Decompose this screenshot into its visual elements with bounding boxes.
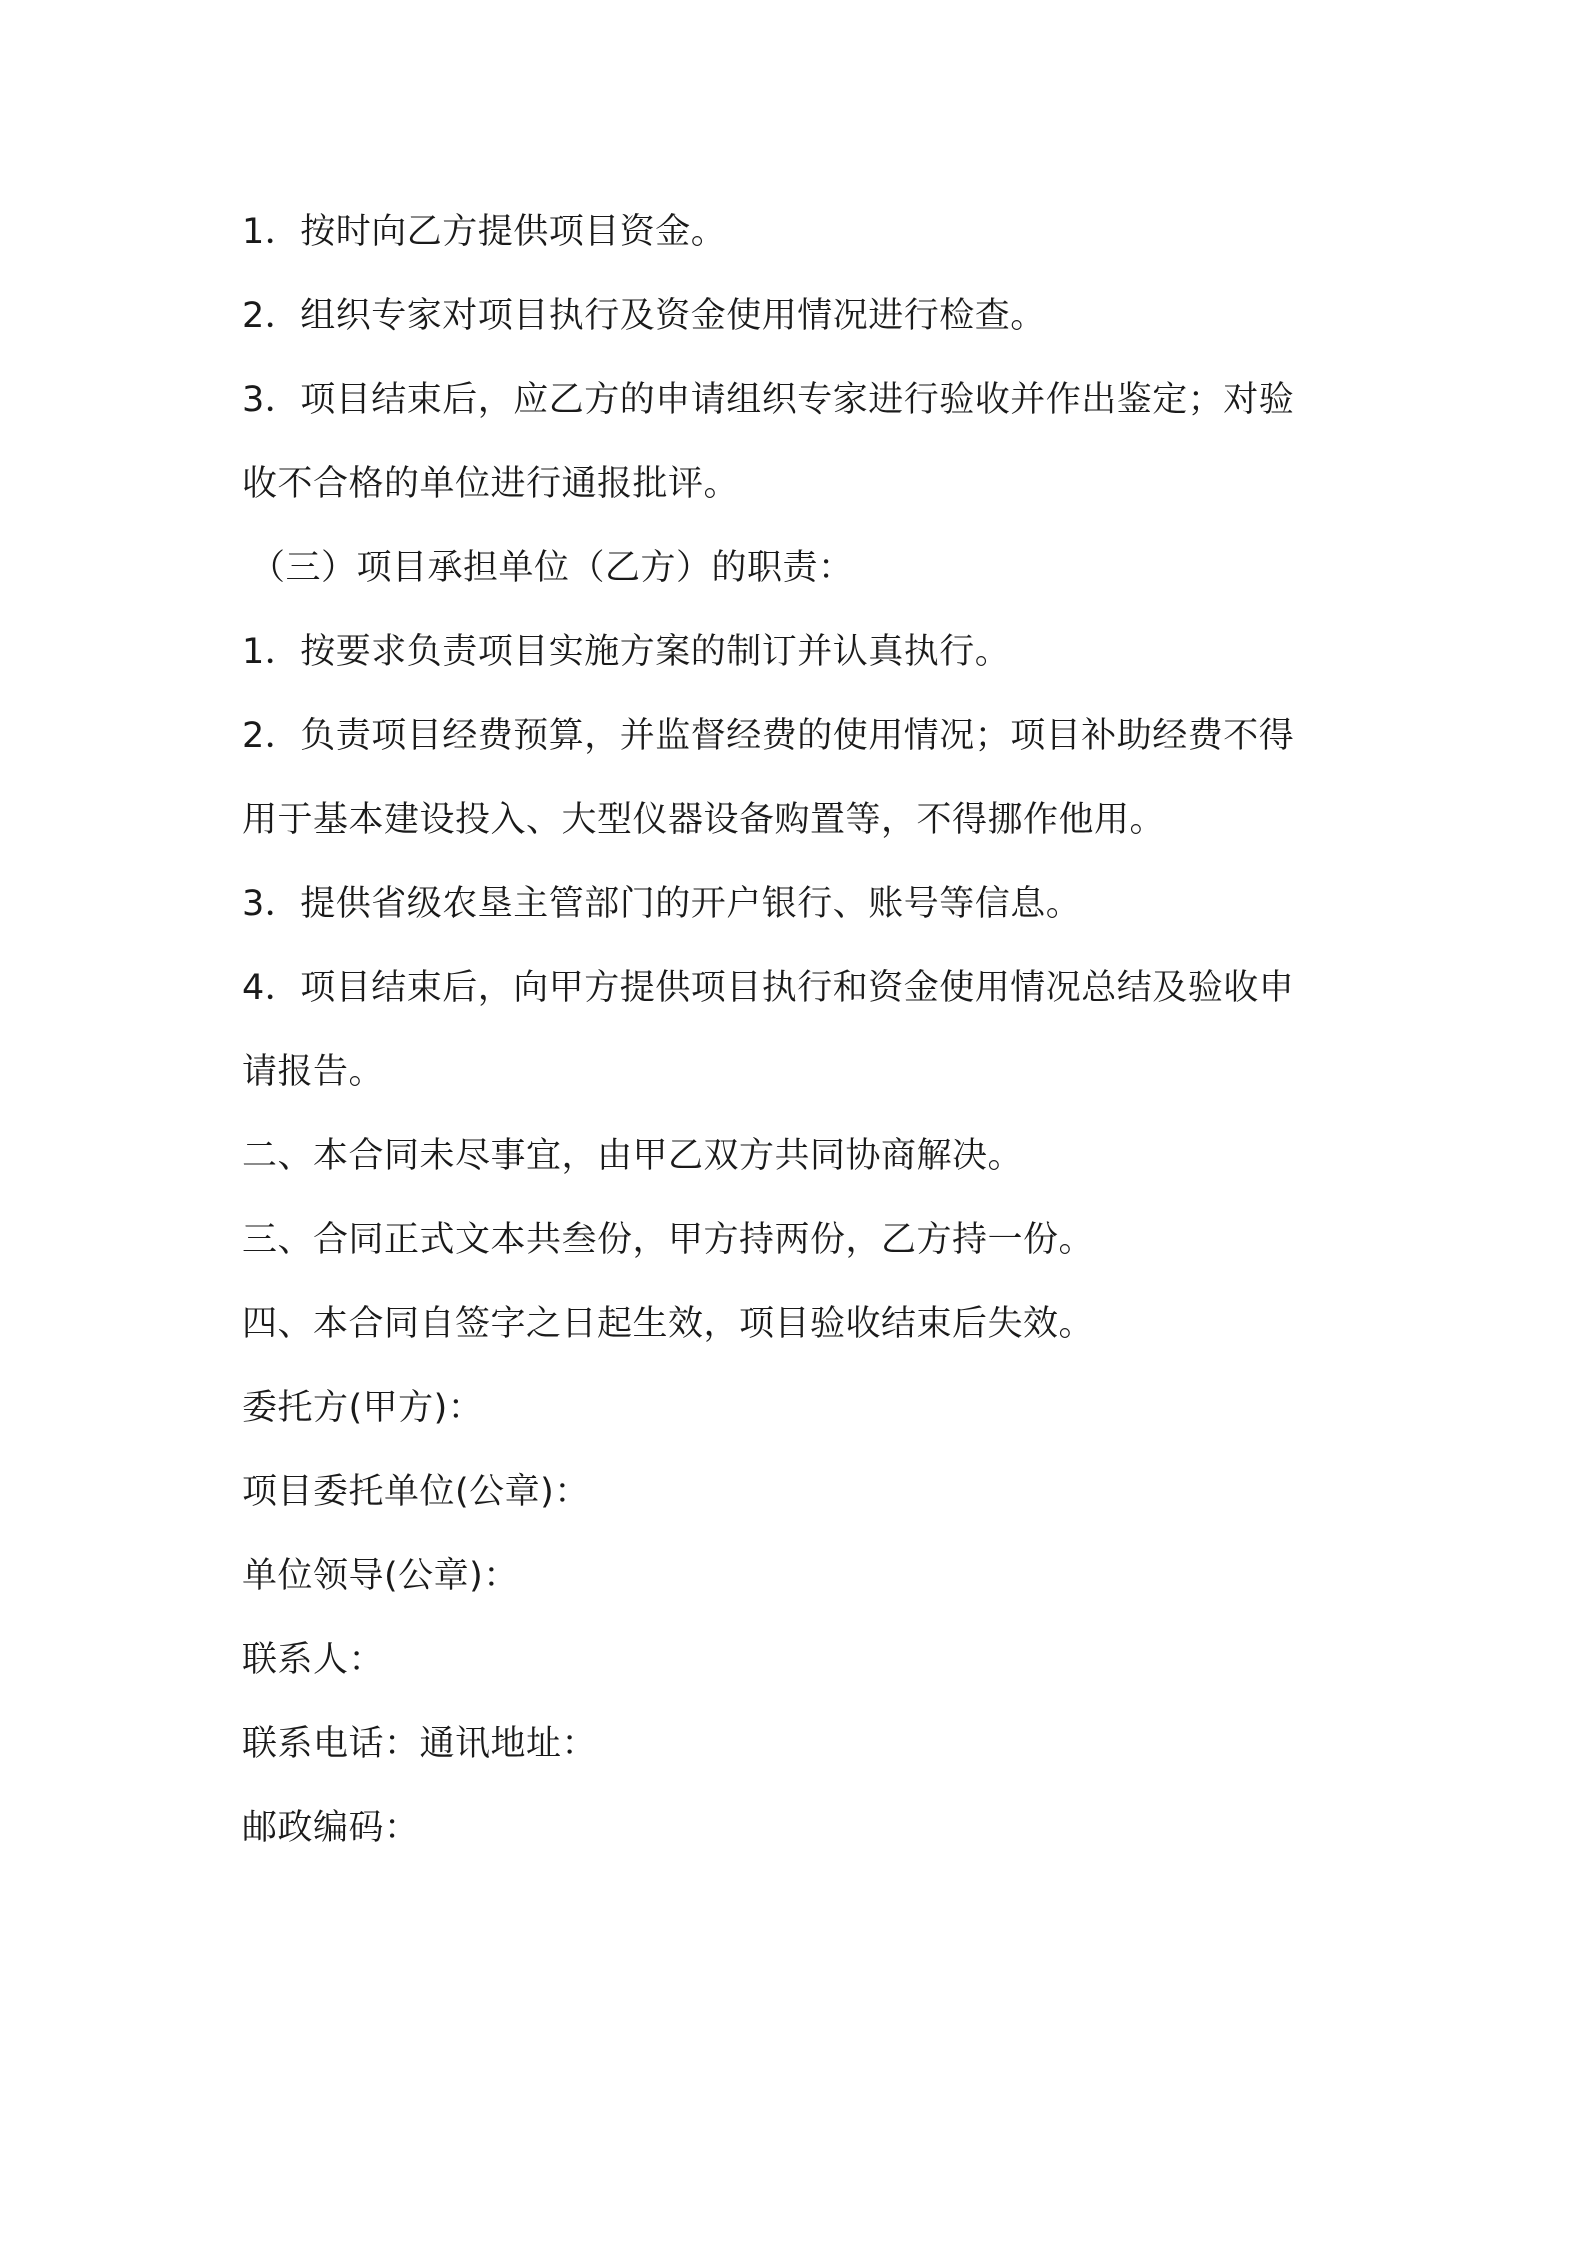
party-b-item-1: 1．按要求负责项目实施方案的制订并认真执行。 <box>242 632 1011 672</box>
clause-4: 四、本合同自签字之日起生效，项目验收结束后失效。 <box>242 1304 1095 1344</box>
contact-phone-address: 联系电话：通讯地址： <box>242 1724 598 1764</box>
duty-item-2: 2．组织专家对项目执行及资金使用情况进行检查。 <box>242 296 1046 336</box>
contact-person: 联系人： <box>242 1640 385 1680</box>
duty-item-3-continued: 收不合格的单位进行通报批评。 <box>242 464 740 504</box>
section-heading-party-b: （三）项目承担单位（乙方）的职责： <box>250 548 854 588</box>
party-b-item-2: 2．负责项目经费预算，并监督经费的使用情况；项目补助经费不得 <box>242 716 1295 756</box>
postal-code: 邮政编码： <box>242 1808 420 1848</box>
document-body <box>242 190 1362 1870</box>
party-b-item-3: 3．提供省级农垦主管部门的开户银行、账号等信息。 <box>242 884 1082 924</box>
party-b-item-4-continued: 请报告。 <box>242 1052 385 1092</box>
clause-3: 三、合同正式文本共叁份，甲方持两份，乙方持一份。 <box>242 1220 1095 1260</box>
signature-entrusting-unit: 项目委托单位(公章)： <box>242 1472 590 1512</box>
party-b-item-2-continued: 用于基本建设投入、大型仪器设备购置等，不得挪作他用。 <box>242 800 1166 840</box>
clause-2: 二、本合同未尽事宜，由甲乙双方共同协商解决。 <box>242 1136 1024 1176</box>
signature-party-a: 委托方(甲方)： <box>242 1388 484 1428</box>
duty-item-3: 3．项目结束后，应乙方的申请组织专家进行验收并作出鉴定；对验 <box>242 380 1295 420</box>
duty-item-1: 1．按时向乙方提供项目资金。 <box>242 212 727 252</box>
party-b-item-4: 4．项目结束后，向甲方提供项目执行和资金使用情况总结及验收申 <box>242 968 1295 1008</box>
signature-unit-leader: 单位领导(公章)： <box>242 1556 519 1596</box>
